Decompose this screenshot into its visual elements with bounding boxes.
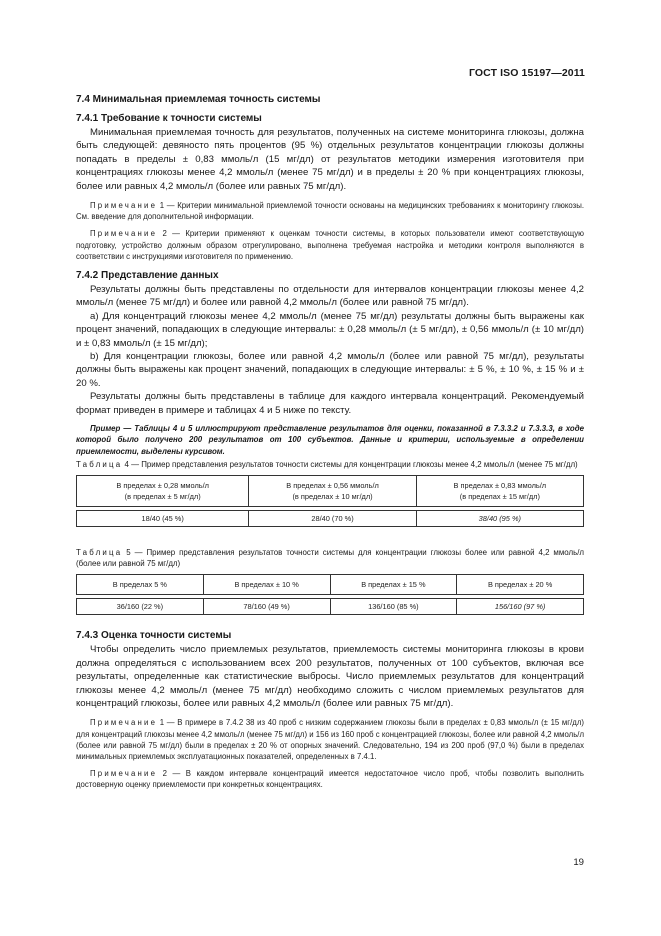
table-cell: 78/160 (49 %) <box>203 599 330 615</box>
section-heading-7-4: 7.4 Минимальная приемлемая точность системы <box>76 94 321 105</box>
paragraph-table-format: Результаты должны быть представлены в таблице для каждого интервала концентраций. Рекомендуемый формат приведен в примере и таблицах 4 и 5 ниже по тексту. <box>76 391 584 416</box>
table-row <box>77 510 584 526</box>
table-cell: 136/160 (85 %) <box>330 599 457 615</box>
table-caption-text: 4 — Пример представления результатов точности системы для концентрации глюкозы менее 4,2 ммоль/л (менее 75 мг/дл) <box>122 459 578 469</box>
table-header-cell <box>249 475 416 506</box>
table-header-row <box>77 475 584 506</box>
table-5 <box>76 574 584 615</box>
table-header-cell: В пределах 5 % <box>77 575 204 595</box>
section-heading-7-4-1: 7.4.1 Требование к точности системы <box>76 113 262 124</box>
note-text: 2 — В каждом интервале концентраций имеется недостаточное число проб, чтобы позволить выполнить достоверную оценку приемлемости при конкретных концентрациях. <box>76 769 584 790</box>
table-label: Таблица <box>76 547 123 557</box>
paragraph-item-a: а) Для концентраций глюкозы менее 4,2 ммоль/л (менее 75 мг/дл) результаты должны быть выражены как процент значений, попадающих в следующие интервалы: ± 0,28 ммоль/л (± 5 мг/дл), ± 0,56 ммоль/л (± 10 мг/дл) и ± 0,83 ммоль/л (± 15 мг/дл); <box>76 310 584 349</box>
table-cell: 18/40 (45 %) <box>77 510 249 526</box>
header-line-1: В пределах ± 0,28 ммоль/л <box>116 480 209 490</box>
document-code: ГОСТ ISO 15197—2011 <box>468 67 585 79</box>
table-header-cell <box>416 475 583 506</box>
note-label: Примечание <box>90 718 158 728</box>
note-2-accuracy <box>76 228 584 262</box>
header-line-1: В пределах ± 0,83 ммоль/л <box>453 480 547 490</box>
header-line-1: В пределах ± 0,56 ммоль/л <box>286 480 379 490</box>
table-header-cell: В пределах ± 20 % <box>457 575 584 595</box>
table-cell: 36/160 (22 %) <box>77 599 204 615</box>
table-cell: 38/40 (95 %) <box>416 510 583 526</box>
table-cell: 156/160 (97 %) <box>457 599 584 615</box>
page-number: 19 <box>573 857 584 868</box>
note-text: 2 — Критерии применяют к оценкам точности системы, в которых пользователи имеют соответствующую подготовку, устройство должным образом отрегулировано, выполнена требуемая настройка и методики контроля выполняются в соответствии с инструкциями изготовителя по применению. <box>76 229 584 261</box>
table-4 <box>76 475 584 527</box>
header-line-2: (в пределах ± 15 мг/дл) <box>459 491 540 501</box>
table-header-cell: В пределах ± 10 % <box>203 575 330 595</box>
header-line-2: (в пределах ± 5 мг/дл) <box>124 491 201 501</box>
table-row <box>77 599 584 615</box>
note-1-evaluation <box>76 717 584 762</box>
paragraph-accuracy-requirement: Минимальная приемлемая точность для результатов, полученных на системе мониторинга глюкозы, должна быть следующей: девяносто пять процентов (95 %) отдельных результатов концентрации глюкозы должны попадать в пределы ± 0,83 ммоль/л (15 мг/дл) от результатов методики измерения изготовителя при концентрациях глюкозы менее 4,2 ммоль/л (менее 75 мг/дл) и в пределы ± 20 % при концентрациях глюкозы, более или равных 4,2 ммоль/л (более или равных 75 мг/дл). <box>76 127 584 192</box>
section-heading-7-4-3: 7.4.3 Оценка точности системы <box>76 630 232 642</box>
paragraph-data-presentation: Результаты должны быть представлены по отдельности для интервалов концентрации глюкозы менее 4,2 ммоль/л (менее 75 мг/дл) и более или равной 4,2 ммоль/л (более или равной 75 мг/дл). <box>76 284 584 309</box>
note-1-accuracy <box>76 200 584 222</box>
note-text: 1 — В примере в 7.4.2 38 из 40 проб с низким содержанием глюкозы были в пределах ± 0,83 ммоль/л (± 15 мг/дл) для концентраций глюкозы менее 4,2 ммоль/л (менее 75 мг/дл) и 156 из 160 проб с концентрацией глюкозы, более или равной 4,2 ммоль/л (более или равной 75 мг/дл) были в пределах ± 20 % от опорных значений. Следовательно, 194 из 200 проб (97,0 %) были в пределах минимальных приемлемых эксплуатационных показателей, определенных в 7.4.1. <box>76 718 584 761</box>
section-heading-7-4-2: 7.4.2 Представление данных <box>76 270 219 282</box>
header-line-2: (в пределах ± 10 мг/дл) <box>292 491 373 501</box>
table-header-cell <box>77 475 249 506</box>
table-caption-text: 5 — Пример представления результатов точности системы для концентрации глюкозы более или равной 4,2 ммоль/л (более или равной 75 мг/дл) <box>76 547 584 569</box>
note-label: Примечание <box>90 769 158 779</box>
note-2-evaluation <box>76 768 584 790</box>
paragraph-accuracy-evaluation: Чтобы определить число приемлемых результатов, приемлемость системы мониторинга глюкозы в крови должна определяться с использованием всех 200 результатов, полученных от 100 субъектов, включая все результаты, определенные как статистические выбросы. Число приемлемых результатов для концентраций глюкозы менее 4,2 ммоль/л (менее 75 мг/дл) необходимо сложить с числом приемлемых результатов для концентраций глюкозы, более или равных 4,2 ммоль/л (более или равных 75 мг/дл). <box>76 644 584 709</box>
table-header-cell: В пределах ± 15 % <box>330 575 457 595</box>
note-label: Примечание <box>90 229 158 239</box>
example-paragraph: Пример — Таблицы 4 и 5 иллюстрируют представление результатов для оценки, показанной в 7.3.3.2 и 7.3.3.3, в ходе которой было получено 200 результатов от 100 субъектов. Данные и критерии, используемые в определении приемлемости, выделены курсивом. <box>76 424 584 456</box>
table-header-row <box>77 575 584 595</box>
note-text: 1 — Критерии минимальной приемлемой точности основаны на медицинских требованиях к мониторингу глюкозы. См. введение для дополнительной информации. <box>76 201 584 222</box>
paragraph-item-b: b) Для концентрации глюкозы, более или равной 4,2 ммоль/л (более или равной 75 мг/дл), результаты должны быть выражены как процент значений, попадающих в следующие интервалы: ± 5 %, ± 10 %, ± 15 % и ± 20 %. <box>76 351 584 389</box>
page-content <box>76 93 584 791</box>
table-5-caption <box>76 547 584 569</box>
note-label: Примечание <box>90 201 158 211</box>
table-label: Таблица <box>76 459 123 469</box>
table-4-caption <box>76 459 584 470</box>
table-cell: 28/40 (70 %) <box>249 510 416 526</box>
